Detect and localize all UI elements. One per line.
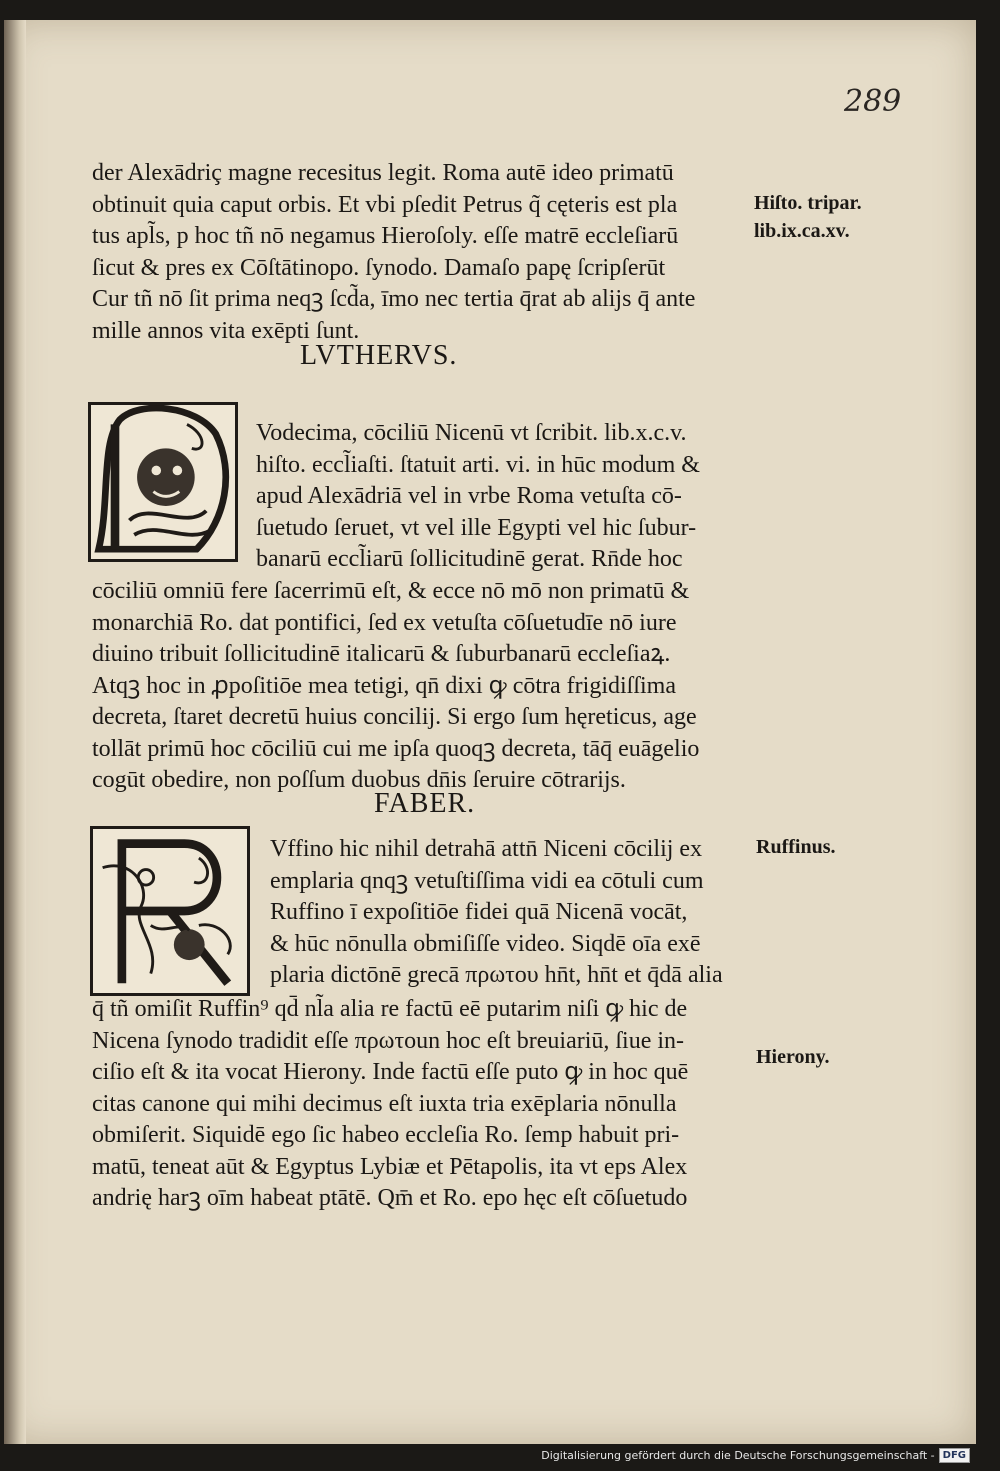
page-spine-shadow <box>4 20 26 1444</box>
marginal-histo-tripar: Hiſto. tripar. <box>754 192 862 214</box>
text-line: obmiſerit. Siquidē ego ſic habeo eccleſia Ro. ſemp habuit pri- <box>92 1122 680 1148</box>
heading-lutherus: LVTHERVS. <box>300 340 458 371</box>
text-line: decreta, ſtaret decretū huius concilij. Si ergo ſum hęreticus, age <box>92 704 697 730</box>
heading-faber: FABER. <box>374 788 476 819</box>
text-line: obtinuit quia caput orbis. Et vbi pſedit Petrus q̃ cęteris est pla <box>92 191 678 218</box>
text-line: Atqꝫ hoc in ꝓpoſitiōe mea tetigi, qn̄ dixi ꝙ cōtra frigidiſſima <box>92 672 676 699</box>
ornament-foliage-icon <box>93 829 247 993</box>
paragraph-1 <box>92 158 752 347</box>
footer-credit <box>541 1448 970 1463</box>
dfg-logo: DFG <box>939 1448 970 1463</box>
text-line: q̄ tñ omiſit Ruffin⁹ qd̄ nl̃a alia re factū eē putarim niſi ꝙ hic de <box>92 996 688 1022</box>
text-line: matū, teneat aūt & Egyptus Lybiæ et Pētapolis, ita vt eps Alex <box>92 1153 688 1180</box>
text-line: tus apl̃s, p hoc tñ nō negamus Hieroſoly. eſſe matrē eccleſiarū <box>92 223 679 249</box>
paragraph-3-wrapped <box>270 834 750 992</box>
marginal-lib-ix: lib.ix.ca.xv. <box>754 220 850 242</box>
footer-text: Digitalisierung gefördert durch die Deutsche Forschungsgemeinschaft - <box>541 1449 935 1462</box>
initial-r-letter <box>164 900 166 901</box>
text-line: mille annos vita exēpti ſunt. <box>92 317 360 344</box>
text-line: monarchiā Ro. dat pontifici, ſed ex vetuſta cōſuetudīe nō iure <box>92 609 677 636</box>
paragraph-3-full <box>92 994 752 1215</box>
text-line: Nicena ſynodo tradidit eſſe πρωτοun hoc eſt breuiariū, ſiue in- <box>92 1027 685 1054</box>
decorated-initial-d <box>88 402 238 562</box>
text-line: ciſio eſt & ita vocat Hierony. Inde factū eſſe puto ꝙ in hoc quē <box>92 1059 689 1085</box>
ornament-face-icon <box>91 405 235 559</box>
text-line: der Alexādriç magne recesitus legit. Roma autē ideo primatū <box>92 160 674 186</box>
book-page <box>4 20 976 1444</box>
text-line: Vodecima, cōciliū Nicenū vt ſcribit. lib.x.c.v. <box>256 420 687 446</box>
initial-d-letter <box>154 470 156 471</box>
text-line: cōciliū omniū fere ſacerrimū eſt, & ecce nō mō non primatū & <box>92 578 690 604</box>
paragraph-2-wrapped <box>256 418 756 576</box>
text-line: tollāt primū hoc cōciliū cui me ipſa quoqꝫ decreta, tāq̄ euāgelio <box>92 735 700 762</box>
text-line: emplaria qnqꝫ vetuſtiſſima vidi ea cōtuli cum <box>270 867 704 894</box>
text-line: cogūt obedire, non poſſum duobus dn̄is ſeruire cōtrarijs. <box>92 767 626 793</box>
text-line: plaria dictōnē grecā πρωτου hn̄t, hn̄t et q̄dā alia <box>270 962 723 988</box>
page-number: 289 <box>844 84 902 119</box>
paragraph-2-full <box>92 576 752 797</box>
text-line: hiſto. eccl̃iaſti. ſtatuit arti. vi. in hūc modum & <box>256 451 700 478</box>
text-line: banarū eccl̃iarū ſollicitudinē gerat. Rn̄de hoc <box>256 546 683 572</box>
text-line: & hūc nōnulla obmiſiſſe video. Siqdē oīa exē <box>270 930 701 957</box>
text-line: andrię harꝫ oīm habeat ptātē. Qm̄ et Ro. epo hęc eſt cōſuetudo <box>92 1185 688 1211</box>
text-line: Cur tñ nō ſit prima neqꝫ ſcd̃a, īmo nec tertia q̄rat ab alijs q̄ ante <box>92 286 696 312</box>
text-line: diuino tribuit ſollicitudinē italicarū & ſuburbanarū eccleſiaꝝ. <box>92 641 671 667</box>
text-line: ſicut & pres ex Cōſtātinopo. ſynodo. Damaſo papę ſcripſerūt <box>92 254 666 281</box>
text-line: citas canone qui mihi decimus eſt iuxta tria exēplaria nōnulla <box>92 1090 677 1117</box>
text-line: apud Alexādriā vel in vrbe Roma vetuſta cō- <box>256 483 682 509</box>
text-line: ſuetudo ſeruet, vt vel ille Egypti vel hic ſubur- <box>256 514 697 541</box>
decorated-initial-r <box>90 826 250 996</box>
text-line: Vffino hic nihil detrahā attn̄ Niceni cōcilij ex <box>270 836 703 862</box>
text-line: Ruffino ī expoſitiōe fidei quā Nicenā vocāt, <box>270 899 688 925</box>
marginal-hierony: Hierony. <box>756 1046 830 1068</box>
marginal-ruffinus: Ruffinus. <box>756 836 836 858</box>
